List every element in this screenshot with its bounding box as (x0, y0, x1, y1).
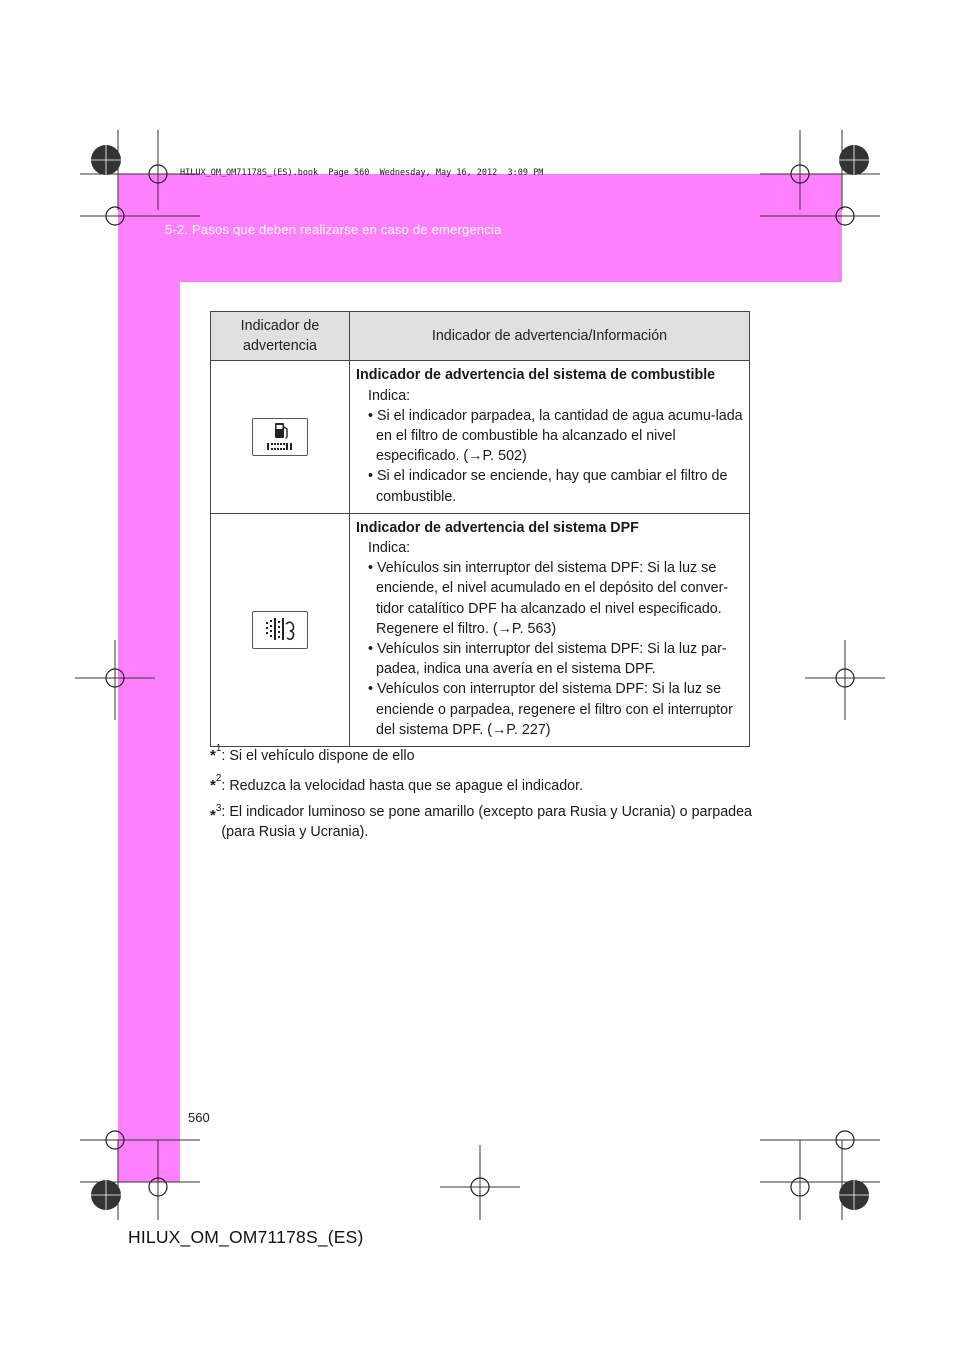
col-header-info: Indicador de advertencia/Información (350, 312, 750, 361)
footnote-mark: *$^3$ (210, 803, 222, 824)
row-title: Indicador de advertencia del sistema de combustible (356, 367, 716, 384)
table-row (211, 513, 750, 746)
footnote (210, 742, 752, 766)
footnote-mark: *$^1$ (210, 743, 222, 764)
info-cell (350, 361, 750, 513)
table-header-row (211, 312, 750, 361)
indica-label: Indica: (368, 540, 411, 557)
icon-cell (211, 361, 350, 513)
col-header-indicator: Indicador de advertencia (211, 312, 350, 361)
dpf-warning-icon (252, 611, 308, 649)
footnote-mark: *$^2$ (210, 773, 222, 794)
bullet-item: • Vehículos con interruptor del sistema DPF: Si la luz se enciende o parpadea, regenere el filtro con el interruptor del sistema DPF. (→P. 227) (368, 681, 733, 738)
warning-indicator-table (210, 311, 750, 747)
document-code: HILUX_OM_OM71178S_(ES) (128, 1227, 364, 1247)
section-title: 5-2. Pasos que deben realizarse en caso de emergencia (165, 222, 502, 237)
table-row (211, 361, 750, 513)
icon-cell (211, 513, 350, 746)
footnotes (210, 742, 752, 848)
page-number: 560 (188, 1110, 210, 1125)
row-title: Indicador de advertencia del sistema DPF (356, 519, 639, 536)
footnote-text: : El indicador luminoso se pone amarillo (excepto para Rusia y Ucrania) o parpadea (para Rusia y Ucrania). (221, 804, 752, 840)
footnote-text: : Si el vehículo dispone de ello (221, 748, 415, 764)
footnote-text: : Reduzca la velocidad hasta que se apague el indicador. (221, 778, 584, 794)
bullet-item: • Si el indicador se enciende, hay que cambiar el filtro de combustible. (368, 468, 728, 505)
bullet-item: • Vehículos sin interruptor del sistema DPF: Si la luz se enciende, el nivel acumulado en el depósito del conver-tidor catalítico DPF ha alcanzado el nivel especificado. Regenere el filtro. (→P. 563) (368, 560, 729, 637)
print-bookline: HILUX_OM_OM71178S_(ES).book Page 560 Wednesday, May 16, 2012 3:09 PM (180, 168, 544, 178)
fuel-water-warning-icon (252, 418, 308, 456)
bullet-item: • Si el indicador parpadea, la cantidad de agua acumu-lada en el filtro de combustible ha alcanzado el nivel especificado. (→P. 502) (368, 407, 743, 465)
indica-label: Indica: (368, 387, 411, 404)
footnote (210, 772, 752, 796)
side-tab-band (118, 282, 180, 1182)
info-cell (350, 513, 750, 746)
footnote (210, 802, 752, 842)
bullet-item: • Vehículos sin interruptor del sistema DPF: Si la luz par-padea, indica una avería en el sistema DPF. (368, 641, 727, 678)
